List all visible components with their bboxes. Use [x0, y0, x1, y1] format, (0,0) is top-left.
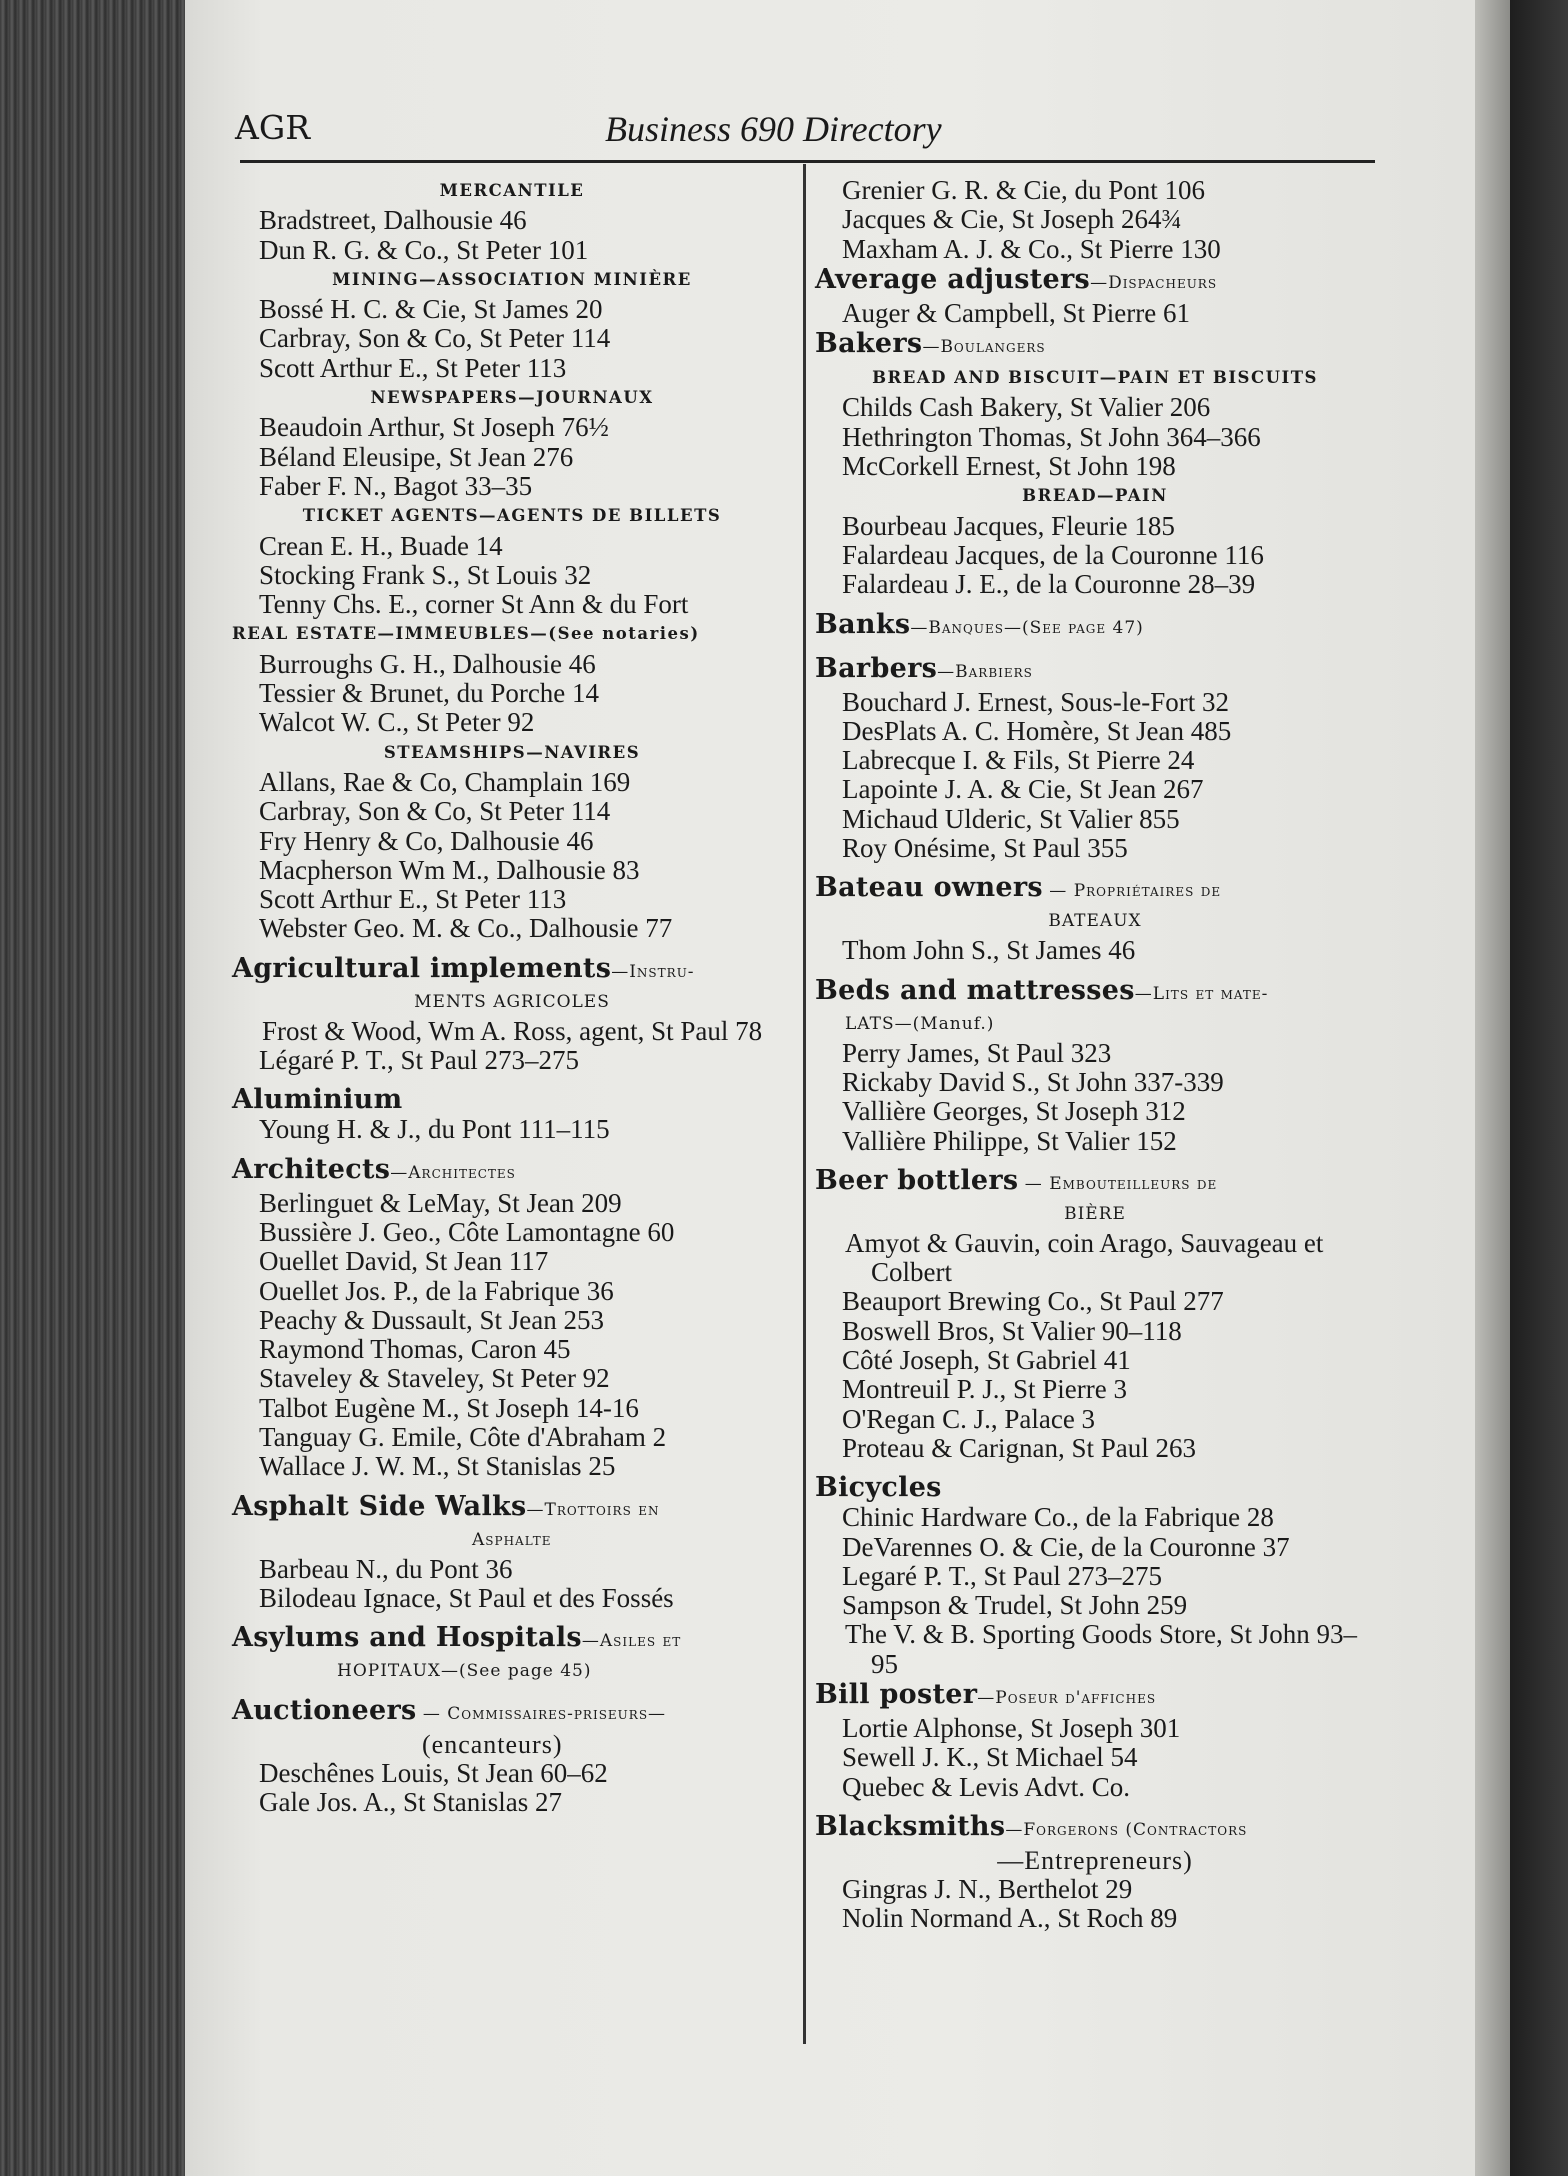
list-item: Carbray, Son & Co, St Peter 114 [259, 796, 611, 827]
heading-asylums-hospitals: Asylums and Hospitals—Asiles et [232, 1622, 682, 1654]
book-spine [0, 0, 185, 2176]
list-item: Béland Eleusipe, St Jean 276 [259, 441, 574, 472]
list-item: Légaré P. T., St Paul 273–275 [259, 1045, 579, 1076]
adjacent-page [1510, 0, 1568, 2176]
heading-continuation: (encanteurs) [422, 1730, 563, 1760]
list-item: Barbeau N., du Pont 36 [259, 1553, 513, 1584]
list-item: Staveley & Staveley, St Peter 92 [259, 1363, 610, 1394]
list-item: Grenier G. R. & Cie, du Pont 106 [842, 175, 1205, 205]
list-item: Perry James, St Paul 323 [842, 1037, 1112, 1068]
list-item: Ouellet Jos. P., de la Fabrique 36 [259, 1275, 614, 1306]
list-item: Childs Cash Bakery, St Valier 206 [842, 392, 1211, 423]
heading-continuation: BATEAUX [1048, 911, 1142, 932]
page-title: Business 690 Directory [605, 109, 942, 149]
heading-asphalt-side-walks: Asphalt Side Walks—Trottoirs en [232, 1490, 660, 1522]
list-item: Côté Joseph, St Gabriel 41 [842, 1345, 1131, 1376]
list-item: Beauport Brewing Co., St Paul 277 [842, 1286, 1224, 1317]
section-code: AGR [235, 108, 311, 147]
list-item: Deschênes Louis, St Jean 60–62 [259, 1758, 608, 1789]
heading-bill-poster: Bill poster—Poseur d'affiches [815, 1678, 1157, 1710]
list-item: Macpherson Wm M., Dalhousie 83 [259, 854, 640, 885]
list-item: Bouchard J. Ernest, Sous-le-Fort 32 [842, 686, 1229, 717]
list-item: Vallière Georges, St Joseph 312 [842, 1096, 1186, 1127]
heading-bakers: Bakers—Boulangers [815, 328, 1046, 360]
list-item: Lortie Alphonse, St Joseph 301 [842, 1712, 1181, 1743]
header-rule [240, 160, 1375, 163]
heading-bicycles: Bicycles [815, 1472, 942, 1504]
list-item: Tenny Chs. E., corner St Ann & du Fort [259, 589, 689, 620]
list-item: Allans, Rae & Co, Champlain 169 [259, 766, 631, 797]
list-item: Gingras J. N., Berthelot 29 [842, 1873, 1133, 1904]
list-item: O'Regan C. J., Palace 3 [842, 1403, 1096, 1434]
list-item: Hethrington Thomas, St John 364–366 [842, 421, 1261, 452]
left-column [232, 176, 792, 1818]
list-item: Stocking Frank S., St Louis 32 [259, 559, 592, 590]
list-item: Legaré P. T., St Paul 273–275 [842, 1560, 1162, 1591]
list-item: Falardeau J. E., de la Couronne 28–39 [842, 569, 1256, 600]
page-edge [1475, 0, 1510, 2176]
list-item: The V. & B. Sporting Goods Store, St John 93–95 [845, 1619, 1358, 1679]
list-item: Scott Arthur E., St Peter 113 [259, 352, 567, 383]
list-item: Rickaby David S., St John 337-339 [842, 1066, 1224, 1097]
list-item: Tanguay G. Emile, Côte d'Abraham 2 [259, 1421, 667, 1452]
page-header [235, 102, 1375, 158]
list-item: Fry Henry & Co, Dalhousie 46 [259, 825, 594, 856]
list-item: Talbot Eugène M., St Joseph 14-16 [259, 1392, 639, 1423]
list-item: Amyot & Gauvin, coin Arago, Sauvageau et Colbert [845, 1227, 1324, 1288]
heading-barbers: Barbers—Barbiers [815, 652, 1033, 684]
heading-continuation: —Entrepreneurs) [997, 1845, 1193, 1875]
column-divider [803, 164, 806, 2044]
heading-beer-bottlers: Beer bottlers — Embouteilleurs de [815, 1164, 1218, 1196]
list-item: Sewell J. K., St Michael 54 [842, 1742, 1138, 1773]
list-item: Berlinguet & LeMay, St Jean 209 [259, 1187, 622, 1218]
list-item: Raymond Thomas, Caron 45 [259, 1334, 571, 1365]
list-item: Webster Geo. M. & Co., Dalhousie 77 [259, 913, 673, 944]
heading-beds-mattresses: Beds and mattresses—Lits et mate- [815, 974, 1269, 1006]
list-item: Falardeau Jacques, de la Couronne 116 [842, 539, 1264, 570]
list-item: DeVarennes O. & Cie, de la Couronne 37 [842, 1531, 1290, 1562]
list-item: Quebec & Levis Advt. Co. [842, 1771, 1130, 1802]
list-item: Jacques & Cie, St Joseph 264¾ [842, 204, 1182, 235]
list-item: Labrecque I. & Fils, St Pierre 24 [842, 745, 1195, 776]
list-item: Roy Onésime, St Paul 355 [842, 833, 1128, 864]
list-item: Bradstreet, Dalhousie 46 [259, 205, 527, 236]
list-item: Thom John S., St James 46 [842, 935, 1136, 966]
heading-agricultural-implements: Agricultural implements—Instru- [232, 952, 695, 984]
list-item: Bossé H. C. & Cie, St James 20 [259, 294, 603, 325]
list-item: Faber F. N., Bagot 33–35 [259, 470, 533, 501]
list-item: Frost & Wood, Wm A. Ross, agent, St Paul 78 [262, 1015, 763, 1046]
list-item: Dun R. G. & Co., St Peter 101 [259, 234, 589, 265]
list-item: Crean E. H., Buade 14 [259, 530, 503, 561]
heading-auctioneers: Auctioneers — Commissaires-priseurs— [232, 1695, 667, 1727]
heading-continuation: HOPITAUX—(See page 45) [337, 1661, 592, 1682]
list-item: Chinic Hardware Co., de la Fabrique 28 [842, 1502, 1274, 1533]
list-item: Beaudoin Arthur, St Joseph 76½ [259, 412, 609, 443]
heading-banks: Banks—Banques—(See page 47) [815, 608, 1144, 640]
subheading-newspapers: NEWSPAPERS—JOURNAUX [370, 388, 654, 408]
subheading-steamships: STEAMSHIPS—NAVIRES [383, 742, 641, 762]
heading-continuation: LATS—(Manuf.) [845, 1013, 995, 1034]
list-item: Michaud Ulderic, St Valier 855 [842, 803, 1180, 834]
list-item: Bussière J. Geo., Côte Lamontagne 60 [259, 1216, 675, 1247]
list-item: Burroughs G. H., Dalhousie 46 [259, 648, 596, 679]
heading-average-adjusters: Average adjusters—Dispacheurs [815, 263, 1218, 295]
subheading-bread-biscuit: BREAD AND BISCUIT—PAIN ET BISCUITS [872, 368, 1318, 388]
subheading-bread: BREAD—PAIN [1022, 486, 1168, 506]
heading-continuation: BIÈRE [1064, 1203, 1126, 1224]
right-column [815, 176, 1375, 1933]
list-item: Vallière Philippe, St Valier 152 [842, 1125, 1177, 1156]
list-item: Carbray, Son & Co, St Peter 114 [259, 323, 611, 354]
list-item: Bourbeau Jacques, Fleurie 185 [842, 510, 1175, 541]
list-item: Wallace J. W. M., St Stanislas 25 [259, 1451, 616, 1482]
list-item: Boswell Bros, St Valier 90–118 [842, 1315, 1182, 1346]
list-item: Ouellet David, St Jean 117 [259, 1246, 549, 1277]
list-item: Nolin Normand A., St Roch 89 [842, 1903, 1178, 1934]
heading-bateau-owners: Bateau owners — Propriétaires de [815, 872, 1222, 904]
list-item: Montreuil P. J., St Pierre 3 [842, 1374, 1128, 1405]
heading-continuation: MENTS AGRICOLES [414, 991, 610, 1012]
list-item: Peachy & Dussault, St Jean 253 [259, 1304, 604, 1335]
list-item: Gale Jos. A., St Stanislas 27 [259, 1787, 563, 1818]
list-item: Proteau & Carignan, St Paul 263 [842, 1432, 1196, 1463]
subheading-ticket-agents: TICKET AGENTS—AGENTS DE BILLETS [302, 506, 722, 526]
list-item: Lapointe J. A. & Cie, St Jean 267 [842, 774, 1204, 805]
list-item: Bilodeau Ignace, St Paul et des Fossés [259, 1582, 674, 1613]
list-item: Maxham A. J. & Co., St Pierre 130 [842, 233, 1221, 264]
subheading-mining: MINING—ASSOCIATION MINIÈRE [332, 269, 692, 289]
heading-aluminium: Aluminium [232, 1084, 403, 1116]
list-item: Auger & Campbell, St Pierre 61 [842, 297, 1190, 328]
subheading-mercantile: MERCANTILE [439, 181, 585, 200]
list-item: Walcot W. C., St Peter 92 [259, 707, 535, 738]
list-item: Young H. & J., du Pont 111–115 [259, 1114, 610, 1145]
heading-architects: Architects—Architectes [232, 1153, 516, 1185]
heading-continuation: Asphalte [472, 1529, 552, 1550]
list-item: Sampson & Trudel, St John 259 [842, 1590, 1188, 1621]
subheading-real-estate: REAL ESTATE—IMMEUBLES—(See notaries) [232, 624, 700, 644]
list-item: McCorkell Ernest, St John 198 [842, 451, 1176, 482]
list-item: DesPlats A. C. Homère, St Jean 485 [842, 715, 1232, 746]
heading-blacksmiths: Blacksmiths—Forgerons (Contractors [815, 1810, 1248, 1842]
list-item: Scott Arthur E., St Peter 113 [259, 884, 567, 915]
list-item: Tessier & Brunet, du Porche 14 [259, 678, 600, 709]
